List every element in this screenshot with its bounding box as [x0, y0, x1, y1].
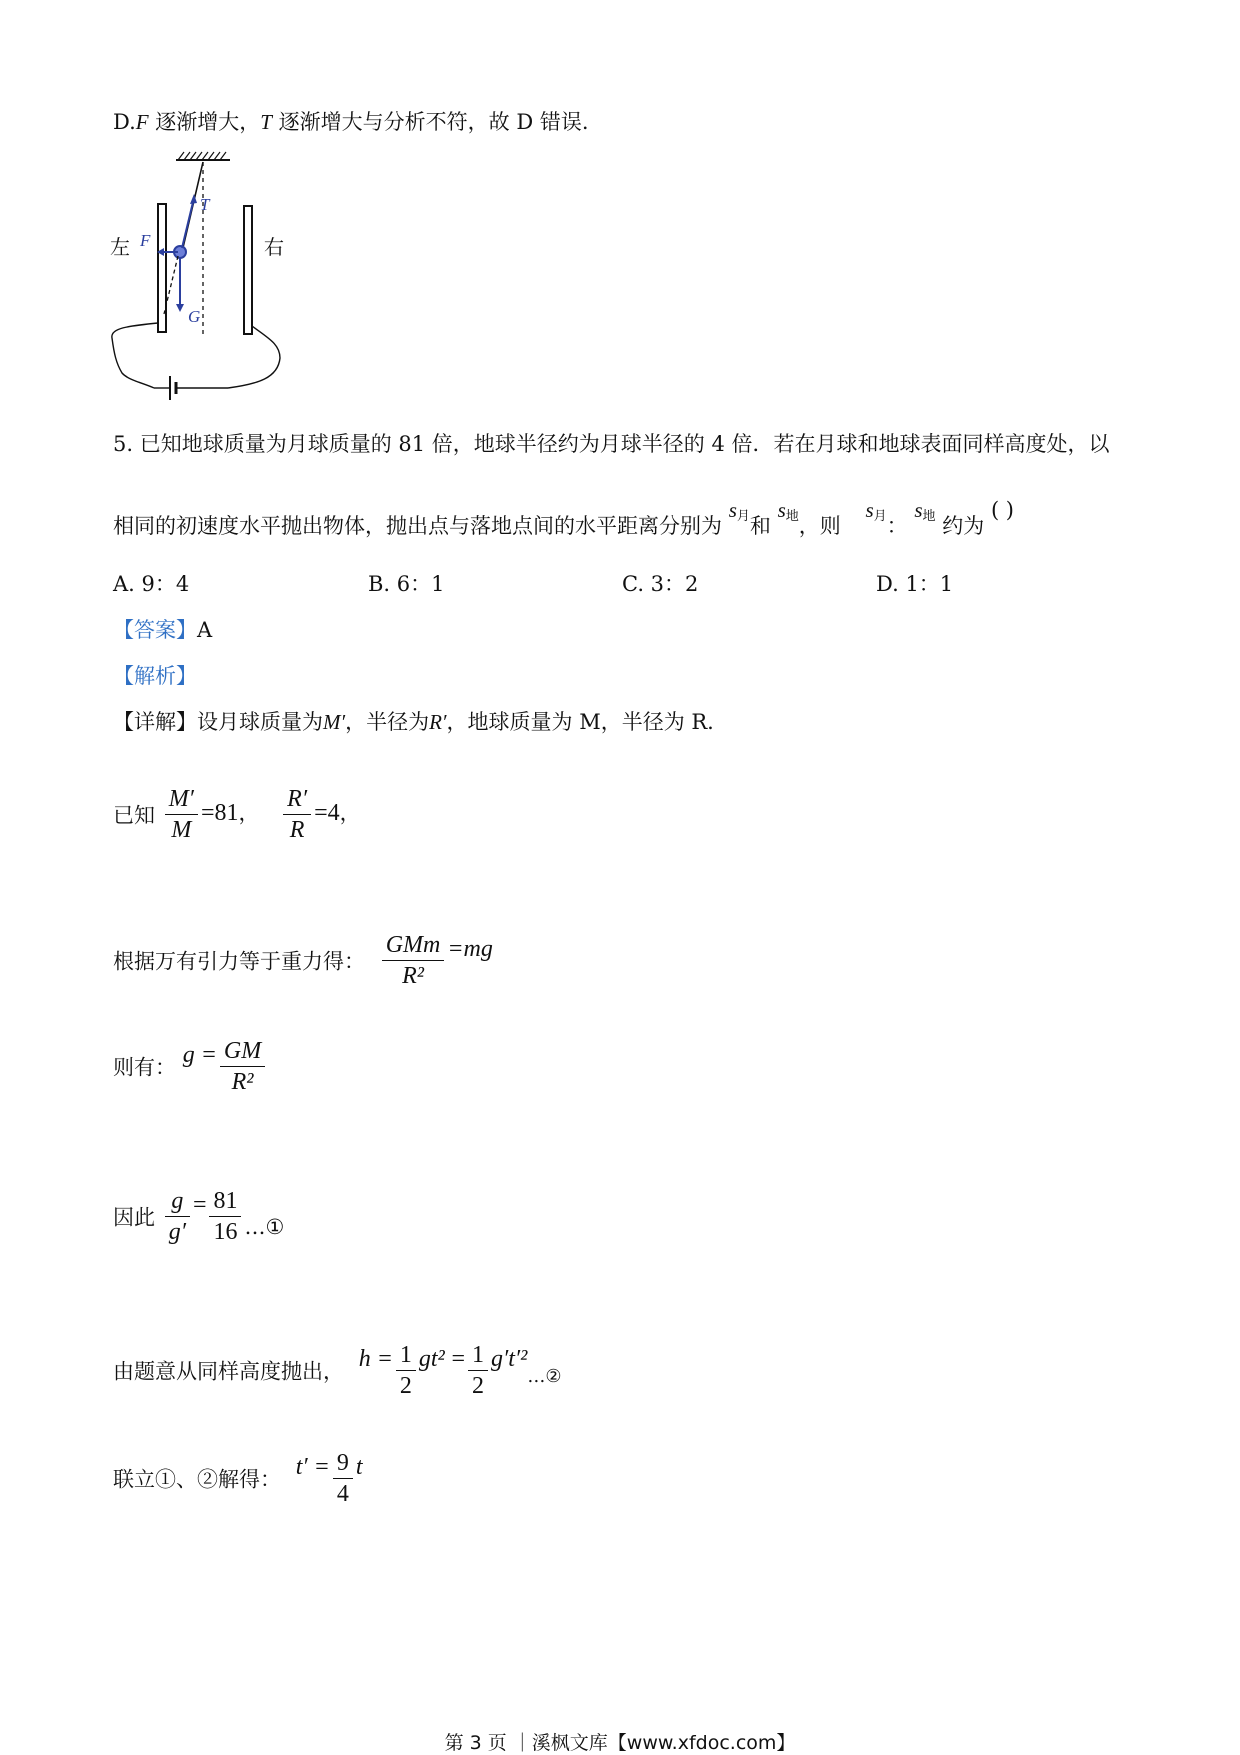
option-c: C. 3：2 — [622, 572, 699, 596]
g-expression: 则有： g = $\frac{GM}{\text{R²}}$ — [113, 1036, 268, 1097]
mass-ratio-fraction: $\frac{M'}{M}$ — [165, 784, 198, 845]
gravity-equation: 根据万有引力等于重力得： $\frac{\text{GMm}}{\text{R²}}$ =mg — [113, 932, 493, 989]
result-equation: 联立①、②解得： t′ = $\frac{9}{4}$ t — [113, 1450, 363, 1507]
question-5-line2: 相同的初速度水平抛出物体，抛出点与落地点间的水平距离分别为 s月和 s地，则 s月： s地 约为 ( ) — [113, 498, 1014, 538]
s-earth: s地 — [777, 498, 799, 524]
var-t: T — [260, 110, 272, 134]
height-equation: 由题意从同样高度抛出， h = $\frac{1}{2}$ gt² = $\frac{1}{2}$ g′t′²…② — [113, 1342, 562, 1399]
nine-fourths-fraction: $\frac{9}{4}$ — [333, 1448, 353, 1509]
label-right: 右 — [264, 235, 284, 259]
analysis-tag: 【解析】 — [113, 664, 197, 688]
answer-tag: 【答案】 — [113, 618, 197, 642]
answer-value: A — [197, 618, 213, 642]
gravity-fraction: $\frac{\text{GMm}}{\text{R²}}$ — [382, 930, 445, 991]
g-fraction: $\frac{GM}{\text{R²}}$ — [220, 1036, 265, 1097]
option-d: D. 1：1 — [876, 572, 954, 596]
page-footer: 第 3 页 ｜溪枫文库【www.xfdoc.com】 — [444, 1732, 796, 1754]
g-ratio-fraction: $\frac{g}{g'}$ — [165, 1186, 190, 1247]
label-left: 左 — [110, 235, 130, 259]
answer-blank: ( ) — [990, 498, 1014, 522]
answer-line — [113, 614, 212, 644]
known-equations: 已知 $\frac{M'}{M}$ =81， $\frac{R'}{R}$ =4， — [113, 786, 361, 843]
label-f: F — [140, 231, 151, 250]
question-5-line1: 5. 已知地球质量为月球质量的 81 倍，地球半径约为月球半径的 4 倍．若在月球和地球表面同样高度处，以 — [113, 432, 1110, 456]
half-fraction-1: $\frac{1}{2}$ — [396, 1340, 416, 1401]
option-b: B. 6：1 — [368, 572, 445, 596]
radius-ratio-fraction: $\frac{R'}{R}$ — [283, 784, 311, 845]
s-moon: s月 — [728, 498, 750, 524]
ratio-earth: s地 — [914, 498, 936, 524]
g-ratio-equation: 因此 $\frac{g}{g'}$ = $\frac{81}{16}$ …① — [113, 1188, 285, 1245]
force-diagram — [108, 148, 288, 403]
ratio-81-16: $\frac{81}{16}$ — [209, 1186, 241, 1247]
var-f: F — [135, 110, 149, 134]
option-a: A. 9：4 — [113, 572, 190, 596]
half-fraction-2: $\frac{1}{2}$ — [468, 1340, 488, 1401]
option-d-analysis: D.F 逐渐增大，T 逐渐增大与分析不符，故 D 错误. — [113, 110, 589, 134]
detail-line: 【详解】设月球质量为M′，半径为R′，地球质量为 M，半径为 R. — [113, 710, 714, 734]
label-g: G — [188, 307, 201, 326]
label-t: T — [200, 195, 210, 214]
ratio-moon: s月 — [865, 498, 887, 524]
